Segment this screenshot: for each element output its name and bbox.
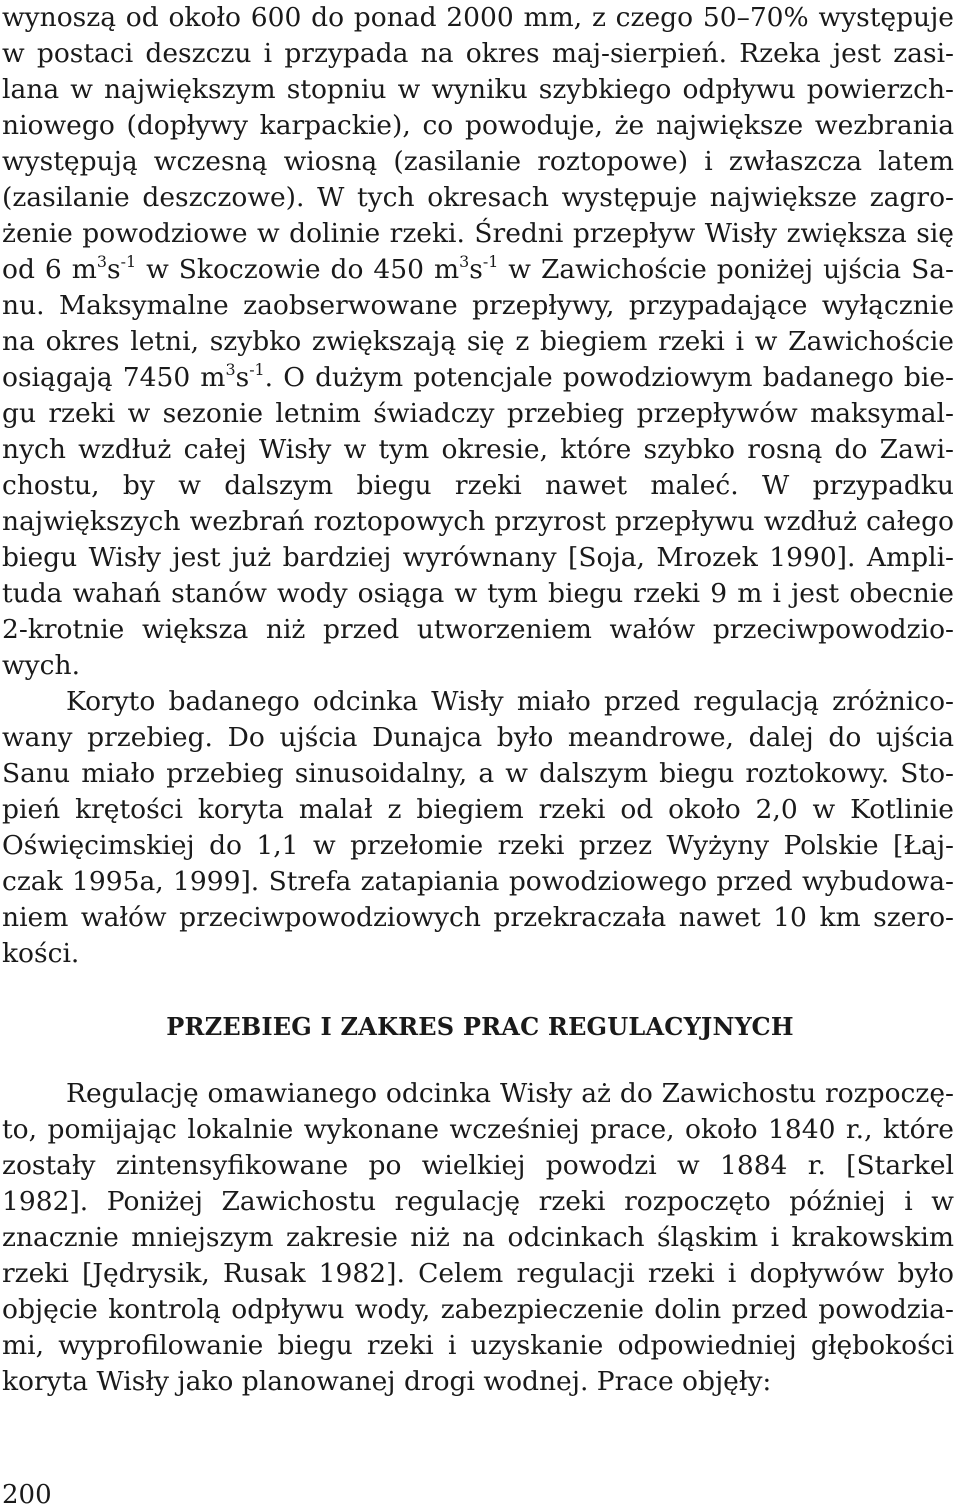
text-line-flow <box>2 252 954 288</box>
text-line: niowego (dopływy karpackie), co powoduje, że największe wezbrania <box>2 110 954 141</box>
paragraph-channel <box>2 684 954 972</box>
text-line: Oświęcimskiej do 1,1 w przełomie rzeki przez Wyżyny Polskie [Łaj- <box>2 830 954 861</box>
text-line: pień krętości koryta malał z biegiem rzeki od około 2,0 w Kotlinie <box>2 794 954 825</box>
text-line: biegu Wisły jest już bardziej wyrównany [Soja, Mrozek 1990]. Ampli- <box>2 542 954 573</box>
page-number: 200 <box>2 1480 52 1510</box>
text-line: objęcie kontrolą odpływu wody, zabezpieczenie dolin przed powodzia- <box>2 1294 954 1325</box>
flow-text-a: od 6 m <box>2 254 97 285</box>
text-line: znacznie mniejszym zakresie niż na odcinkach śląskim i krakowskim <box>2 1222 954 1253</box>
text-line: największych wezbrań roztopowych przyrost przepływu wzdłuż całego <box>2 506 954 537</box>
text-line: wych. <box>2 650 80 681</box>
paragraph-hydrology <box>2 0 954 684</box>
text-line: zostały zintensyfikowane po wielkiej powodzi w 1884 r. [Starkel <box>2 1150 954 1181</box>
superscript-3: 3 <box>96 251 107 271</box>
max-text-a: osiągają 7450 m <box>2 362 226 393</box>
text-line: czak 1995a, 1999]. Strefa zatapiania powodziowego przed wybudowa- <box>2 866 954 897</box>
flow-text-e: w Zawichoście poniżej ujścia Sa- <box>498 254 954 285</box>
max-text-c: . O dużym potencjale powodziowym badanego bie- <box>264 362 955 393</box>
paragraph-regulation <box>2 1076 954 1400</box>
flow-text-d: s <box>469 254 483 285</box>
text-line: gu rzeki w sezonie letnim świadczy przebieg przepływów maksymal- <box>2 398 954 429</box>
text-line: wany przebieg. Do ujścia Dunajca było meandrowe, dalej do ujścia <box>2 722 954 753</box>
text-line: Koryto badanego odcinka Wisły miało przed regulacją zróżnico- <box>66 686 954 717</box>
text-line: koryta Wisły jako planowanej drogi wodnej. Prace objęły: <box>2 1366 772 1397</box>
text-line: kości. <box>2 938 80 969</box>
text-line: Regulację omawianego odcinka Wisły aż do Zawichostu rozpoczę- <box>66 1078 954 1109</box>
section-heading: PRZEBIEG I ZAKRES PRAC REGULACYJNYCH <box>166 1012 794 1041</box>
text-line: lana w największym stopniu w wyniku szybkiego odpływu powierzch- <box>2 74 954 105</box>
text-line: na okres letni, szybko zwiększają się z biegiem rzeki i w Zawichoście <box>2 326 954 357</box>
text-line: to, pomijając lokalnie wykonane wcześniej prace, około 1840 r., które <box>2 1114 954 1145</box>
max-text-b: s <box>235 362 250 393</box>
text-line: chostu, by w dalszym biegu rzeki nawet maleć. W przypadku <box>2 470 954 501</box>
text-line: Sanu miało przebieg sinusoidalny, a w dalszym biegu roztokowy. Sto- <box>2 758 954 789</box>
flow-text-c: w Skoczowie do 450 m <box>136 254 460 285</box>
text-line: nych wzdłuż całej Wisły w tym okresie, które szybko rosną do Zawi- <box>2 434 954 465</box>
text-line: mi, wyprofilowanie biegu rzeki i uzyskanie odpowiedniej głębokości <box>2 1330 954 1361</box>
text-line: w postaci deszczu i przypada na okres maj-sierpień. Rzeka jest zasi- <box>2 38 954 69</box>
text-line: wynoszą od około 600 do ponad 2000 mm, z czego 50–70% występuje <box>2 2 954 33</box>
text-line: występują wczesną wiosną (zasilanie roztopowe) i zwłaszcza latem <box>2 146 954 177</box>
superscript-minus-1: -1 <box>482 251 499 271</box>
text-line: 2-krotnie większa niż przed utworzeniem wałów przeciwpowodzio- <box>2 614 954 645</box>
text-line: tuda wahań stanów wody osiąga w tym biegu rzeki 9 m i jest obecnie <box>2 578 954 609</box>
text-line: (zasilanie deszczowe). W tych okresach występuje największe zagro- <box>2 182 954 213</box>
text-line: nu. Maksymalne zaobserwowane przepływy, przypadające wyłącznie <box>2 290 954 321</box>
superscript-3: 3 <box>459 251 470 271</box>
text-line: rzeki [Jędrysik, Rusak 1982]. Celem regulacji rzeki i dopływów było <box>2 1258 954 1289</box>
superscript-minus-1: -1 <box>249 359 265 379</box>
superscript-minus-1: -1 <box>120 251 137 271</box>
text-line: żenie powodziowe w dolinie rzeki. Średni przepływ Wisły zwiększa się <box>2 218 954 249</box>
text-line-max-flow <box>2 360 954 396</box>
text-line: 1982]. Poniżej Zawichostu regulację rzeki rozpoczęto później i w <box>2 1186 954 1217</box>
text-line: niem wałów przeciwpowodziowych przekraczała nawet 10 km szero- <box>2 902 954 933</box>
superscript-3: 3 <box>225 359 236 379</box>
flow-text-b: s <box>107 254 121 285</box>
